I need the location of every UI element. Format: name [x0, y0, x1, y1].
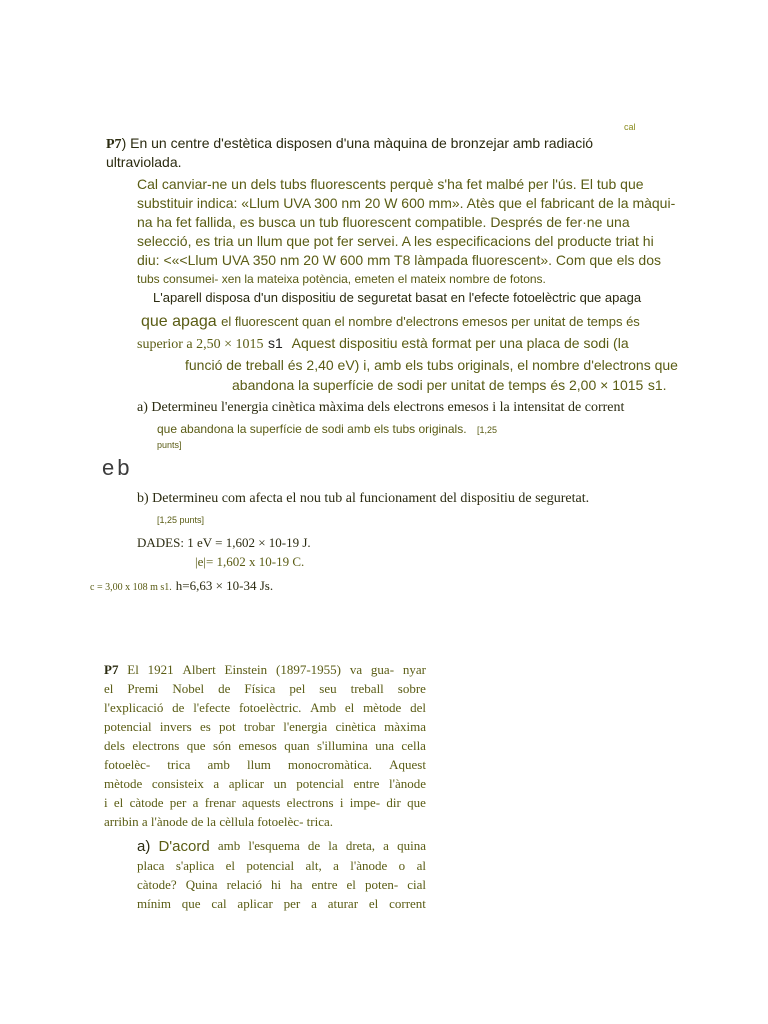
word: es	[199, 719, 211, 734]
word: va	[349, 662, 363, 677]
paragraph-line: tubs consumei- xen la mateixa potència, emeten el mateix nombre de fotons.	[137, 272, 546, 286]
word: de	[218, 681, 231, 696]
question-a-cont: que abandona la superfície de sodi amb els tubs originals.	[157, 422, 467, 436]
problem-2-last-line: arribin a l'ànode de la cèllula fotoelèc- trica.	[104, 814, 333, 829]
word: el	[104, 681, 114, 696]
word: aquests	[242, 795, 281, 810]
problem-2-question-line	[137, 877, 426, 893]
word: Aquest	[389, 757, 426, 772]
phrase: el fluorescent quan el nombre d'electrons emesos per unitat de temps és	[221, 314, 640, 329]
word: són	[213, 738, 232, 753]
word: pot	[219, 719, 236, 734]
word: poten-	[364, 877, 399, 892]
word: llum	[246, 757, 271, 772]
word: pel	[289, 681, 306, 696]
word: amb	[217, 838, 241, 853]
word: i	[104, 795, 108, 810]
paragraph-line	[141, 313, 640, 331]
problem-2-line	[104, 700, 426, 716]
word: a	[383, 838, 389, 853]
phrase: Aquest dispositiu està format per una placa de sodi (la	[291, 335, 629, 351]
word: gua-	[370, 662, 395, 677]
word: consisteix	[151, 776, 204, 791]
word: alt,	[305, 858, 322, 873]
word: ha	[290, 877, 303, 892]
word: l'ànode	[389, 776, 426, 791]
paragraph-line: diu: <«<Llum UVA 350 nm 20 W 600 mm T8 làmpada fluorescent». Com que els dos	[137, 252, 661, 268]
word: dreta,	[345, 838, 376, 853]
phrase-large: que apaga	[141, 313, 217, 330]
word: o	[398, 858, 406, 873]
word: fotoelèc-	[104, 757, 151, 772]
planck-constant: h=6,63 × 10-34 Js.	[175, 578, 274, 593]
word: l'efecte	[193, 700, 231, 715]
problem-1-statement-cont: ultraviolada.	[106, 154, 182, 170]
problem-1-statement: ) En un centre d'estètica disposen d'una màquina de bronzejar amb radiació	[121, 135, 594, 151]
data-line	[90, 577, 273, 595]
problem-2-line	[104, 795, 426, 811]
word: trobar	[243, 719, 275, 734]
stray-text: eb	[102, 455, 133, 480]
word: mínim	[137, 896, 171, 911]
word: Física	[244, 681, 276, 696]
word: emesos	[238, 738, 277, 753]
word: hi	[271, 877, 282, 892]
word: cial	[407, 877, 426, 892]
word: sobre	[397, 681, 426, 696]
word: relació	[226, 877, 262, 892]
word: el	[346, 877, 356, 892]
paragraph-line: funció de treball és 2,40 eV) i, amb els tubs originals, el nombre d'electrons que	[185, 357, 678, 373]
word: per	[169, 795, 187, 810]
word: a	[333, 858, 339, 873]
word: el	[344, 700, 355, 715]
paragraph-line: na ha fet fallida, es busca un tub fluorescent compatible. Després de fer·ne una	[137, 214, 630, 230]
paragraph-line	[137, 335, 629, 353]
word: quina	[397, 838, 426, 853]
word: Premi	[127, 681, 159, 696]
word: monocromàtica.	[287, 757, 373, 772]
word: amb	[207, 757, 230, 772]
word: cella	[401, 738, 426, 753]
data-line: DADES: 1 eV = 1,602 × 10-19 J.	[137, 535, 311, 550]
word: l'ànode	[350, 858, 388, 873]
word: fotoelèctric.	[238, 700, 302, 715]
word: treball	[350, 681, 384, 696]
word: entre	[353, 776, 380, 791]
word: el	[368, 896, 379, 911]
word: l'explicació	[104, 700, 164, 715]
word: el	[113, 795, 124, 810]
word: de	[307, 838, 321, 853]
word: a	[311, 896, 317, 911]
problem-1-title-line	[106, 135, 593, 153]
word: l'esquema	[248, 838, 300, 853]
problem-2-line	[104, 776, 426, 792]
phrase: abandona la superfície de sodi per unitat de temps és 2,00 × 1015	[232, 377, 644, 393]
word: una	[375, 738, 394, 753]
word: un	[273, 776, 287, 791]
word: D'acord	[158, 838, 210, 855]
word: invers	[159, 719, 192, 734]
word: s'illumina	[317, 738, 368, 753]
unit: s1.	[647, 377, 667, 393]
points-note: [1,25	[477, 425, 498, 435]
word: 1921	[147, 662, 174, 677]
points-note: [1,25 punts]	[157, 515, 205, 525]
problem-1-label: P7	[106, 137, 122, 152]
phrase: superior a 2,50 × 1015	[137, 337, 264, 352]
word: quan	[284, 738, 310, 753]
problem-2-line	[104, 662, 426, 678]
word: Nobel	[172, 681, 205, 696]
word: cal	[211, 896, 227, 911]
word: el	[225, 858, 236, 873]
word: potencial	[296, 776, 344, 791]
word: cinètica	[335, 719, 376, 734]
word: seu	[319, 681, 337, 696]
problem-2-line	[104, 757, 426, 773]
word: del	[410, 700, 426, 715]
word: i	[339, 795, 344, 810]
word: El	[127, 662, 139, 677]
word: frenar	[204, 795, 236, 810]
word: (1897-1955)	[275, 662, 341, 677]
paragraph-line: Cal canviar-ne un dels tubs fluorescents perquè s'ha fet malbé per l'ús. El tub que	[137, 176, 644, 192]
word: que	[181, 896, 201, 911]
word: que	[407, 795, 426, 810]
word: Amb	[310, 700, 337, 715]
word: que	[186, 738, 206, 753]
word: potencial	[246, 858, 295, 873]
word: càtode?	[137, 877, 177, 892]
word: impe-	[349, 795, 381, 810]
word: electrons	[132, 738, 180, 753]
points-note: punts]	[157, 440, 182, 450]
word: a	[213, 776, 220, 791]
paragraph-line: selecció, es tria un llum que pot fer servei. A les especificacions del producte triat hi	[137, 233, 654, 249]
word: mètode	[363, 700, 402, 715]
paragraph-line: L'aparell disposa d'un dispositiu de seguretat basat en l'efecte fotoelèctric que apaga	[153, 290, 642, 305]
word: potencial	[104, 719, 152, 734]
data-line: |e|= 1,602 x 10-19 C.	[195, 554, 305, 569]
word: corrent	[389, 896, 426, 911]
word: electrons	[286, 795, 334, 810]
problem-2-question-line	[137, 896, 426, 912]
word: Albert	[182, 662, 216, 677]
problem-2-line	[104, 719, 426, 735]
speed-of-light: c = 3,00 x 108 m s1.	[90, 582, 172, 593]
word: càtode	[129, 795, 164, 810]
word: l'energia	[283, 719, 328, 734]
question-b: b) Determineu com afecta el nou tub al funcionament del dispositiu de seguretat.	[137, 491, 590, 506]
word: de	[172, 700, 185, 715]
problem-2-line	[104, 738, 426, 754]
word: a	[192, 795, 199, 810]
word: aplicar	[228, 776, 265, 791]
corner-note: cal	[624, 122, 636, 132]
word: Einstein	[224, 662, 268, 677]
word: aplicar	[237, 896, 273, 911]
question-a: a) Determineu l'energia cinètica màxima dels electrons emesos i la intensitat de corrent	[137, 400, 625, 415]
word: al	[416, 858, 426, 873]
question-label: a)	[137, 838, 151, 855]
word: dir	[386, 795, 401, 810]
paragraph-line: substituir indica: «Llum UVA 300 nm 20 W 600 mm». Atès que el fabricant de la màqui-	[137, 195, 676, 211]
word: trica	[167, 757, 191, 772]
word: aturar	[327, 896, 359, 911]
word: s'aplica	[175, 858, 215, 873]
problem-2-question-line	[137, 838, 426, 855]
problem-2-label: P7	[104, 662, 119, 677]
word: la	[328, 838, 338, 853]
unit: s1	[267, 335, 283, 351]
word: dels	[104, 738, 125, 753]
word: nyar	[402, 662, 426, 677]
word: per	[283, 896, 301, 911]
problem-2-question-line	[137, 858, 426, 874]
word: Quina	[185, 877, 218, 892]
word: placa	[137, 858, 165, 873]
paragraph-line	[232, 377, 667, 395]
word: màxima	[384, 719, 426, 734]
problem-2-line	[104, 681, 426, 697]
word: mètode	[104, 776, 143, 791]
word: entre	[311, 877, 338, 892]
